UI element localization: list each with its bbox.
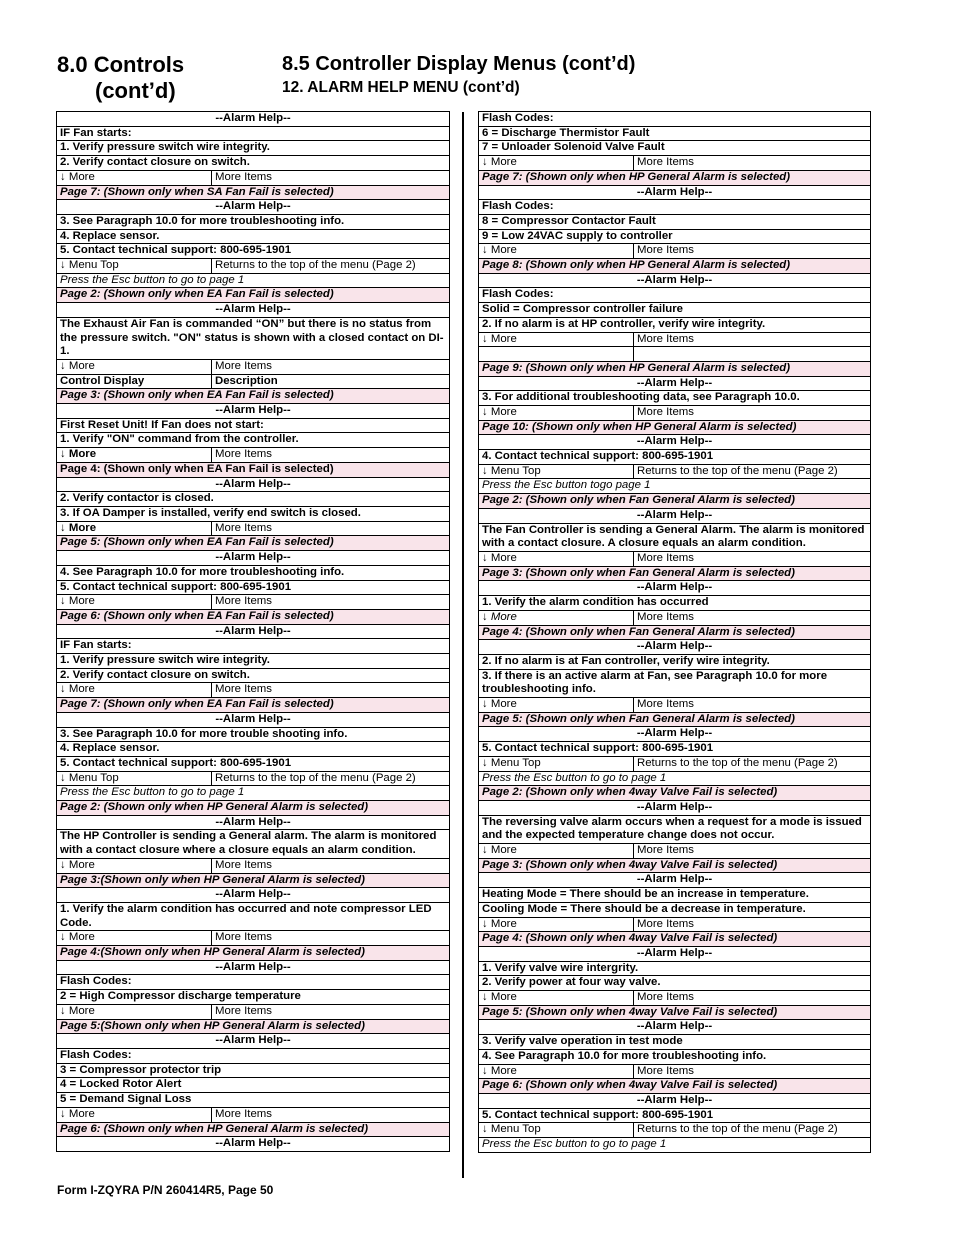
- menu-text-row: Flash Codes:: [479, 288, 870, 303]
- menu-nav-row: [479, 333, 870, 348]
- page-indicator-row: Page 2: (Shown only when 4way Valve Fail is selected): [479, 786, 870, 801]
- nav-description: More Items: [215, 521, 272, 534]
- nav-description: More Items: [637, 332, 694, 345]
- menu-text-row: 3. See Paragraph 10.0 for more troubleshooting info.: [57, 215, 449, 230]
- menu-text-row: The Fan Controller is sending a General Alarm. The alarm is monitored with a contact closure. A closure equals an alarm condition.: [479, 524, 870, 552]
- nav-description: Returns to the top of the menu (Page 2): [215, 771, 416, 784]
- page-indicator-row: Page 4: (Shown only when EA Fan Fail is selected): [57, 463, 449, 478]
- nav-key-label: ↓ More: [479, 156, 634, 170]
- menu-nav-row: [479, 757, 870, 772]
- section-title-line2: (cont’d): [95, 78, 176, 103]
- menu-nav-row: [479, 244, 870, 259]
- page-indicator-row: Page 7: (Shown only when EA Fan Fail is selected): [57, 698, 449, 713]
- alarm-help-heading: --Alarm Help--: [57, 888, 449, 903]
- menu-nav-row: [57, 772, 449, 787]
- menu-nav-row: [479, 465, 870, 480]
- nav-description: More Items: [637, 917, 694, 930]
- section-title: [57, 52, 184, 104]
- nav-key-label: ↓ More: [479, 333, 634, 347]
- nav-key-label: ↓ More: [57, 171, 212, 185]
- nav-description: More Items: [637, 551, 694, 564]
- nav-key-label: ↓ Menu Top: [479, 465, 634, 479]
- page-indicator-row: Page 10: (Shown only when HP General Alarm is selected): [479, 421, 870, 436]
- menu-nav-row: [57, 859, 449, 874]
- nav-key-label: ↓ Menu Top: [57, 259, 212, 273]
- alarm-help-heading: --Alarm Help--: [479, 640, 870, 655]
- menu-text-row: Flash Codes:: [57, 1049, 449, 1064]
- menu-text-row: 3. For additional troubleshooting data, see Paragraph 10.0.: [479, 391, 870, 406]
- alarm-help-heading: --Alarm Help--: [479, 727, 870, 742]
- menu-text-row: 4. See Paragraph 10.0 for more troubleshooting info.: [479, 1050, 870, 1065]
- menu-nav-row: [57, 522, 449, 537]
- alarm-help-heading: --Alarm Help--: [57, 816, 449, 831]
- nav-description: More Items: [637, 244, 694, 257]
- menu-text-row: 2. Verify contact closure on switch.: [57, 156, 449, 171]
- nav-key-label: ↓ More: [57, 1005, 212, 1019]
- nav-description: More Items: [637, 844, 694, 857]
- nav-description: Returns to the top of the menu (Page 2): [215, 259, 416, 272]
- nav-description: More Items: [215, 359, 272, 372]
- menu-text-row: 9 = Low 24VAC supply to controller: [479, 230, 870, 245]
- menu-text-row: Solid = Compressor controller failure: [479, 303, 870, 318]
- menu-nav-row: [479, 918, 870, 933]
- nav-key-label: ↓ More: [479, 406, 634, 420]
- menu-nav-row: [479, 611, 870, 626]
- esc-hint-row: Press the Esc button to go to page 1: [479, 772, 870, 787]
- menu-text-row: 2. Verify contactor is closed.: [57, 492, 449, 507]
- nav-key-label: ↓ Menu Top: [479, 1123, 634, 1137]
- alarm-help-heading: --Alarm Help--: [57, 551, 449, 566]
- nav-key-label: ↓ More: [57, 1108, 212, 1122]
- menu-text-row: The HP Controller is sending a General alarm. The alarm is monitored with a contact closure where a closure equals an alarm condition.: [57, 830, 449, 858]
- nav-key-label: ↓ More: [479, 244, 634, 258]
- nav-description: More Items: [637, 156, 694, 169]
- page-title: 8.5 Controller Display Menus (cont’d): [282, 53, 636, 75]
- nav-description: More Items: [215, 170, 272, 183]
- menu-text-row: 5. Contact technical support: 800-695-1901: [57, 757, 449, 772]
- esc-hint-row: Press the Esc button to go to page 1: [57, 274, 449, 289]
- nav-key-label: ↓ Menu Top: [479, 757, 634, 771]
- alarm-help-heading: --Alarm Help--: [479, 873, 870, 888]
- menu-nav-row: [479, 991, 870, 1006]
- menu-nav-row: [57, 259, 449, 274]
- menu-text-row: Heating Mode = There should be an increase in temperature.: [479, 888, 870, 903]
- menu-text-row: 1. Verify "ON" command from the controller.: [57, 433, 449, 448]
- menu-nav-row: [479, 156, 870, 171]
- section-title-line1: 8.0 Controls: [57, 52, 185, 77]
- menu-nav-row: [479, 406, 870, 421]
- alarm-help-heading: --Alarm Help--: [479, 581, 870, 596]
- menu-nav-row: [479, 844, 870, 859]
- menu-nav-row: [57, 1108, 449, 1123]
- menu-nav-row: [57, 931, 449, 946]
- page-indicator-row: Page 4: (Shown only when 4way Valve Fail is selected): [479, 932, 870, 947]
- page-indicator-row: Page 9: (Shown only when HP General Alarm is selected): [479, 362, 870, 377]
- menu-text-row: 1. Verify pressure switch wire integrity.: [57, 654, 449, 669]
- menu-text-row: 5. Contact technical support: 800-695-1901: [479, 1109, 870, 1124]
- menu-text-row: 8 = Compressor Contactor Fault: [479, 215, 870, 230]
- page-indicator-row: Page 3: (Shown only when EA Fan Fail is selected): [57, 389, 449, 404]
- nav-description: More Items: [215, 1004, 272, 1017]
- menu-text-row: The reversing valve alarm occurs when a request for a mode is issued and the expected temperature change does not occur.: [479, 816, 870, 844]
- menu-text-row: 6 = Discharge Thermistor Fault: [479, 127, 870, 142]
- menu-text-row: 5. Contact technical support: 800-695-1901: [479, 742, 870, 757]
- alarm-help-heading: --Alarm Help--: [57, 112, 449, 127]
- alarm-help-heading: --Alarm Help--: [57, 713, 449, 728]
- page-indicator-row: Page 5: (Shown only when 4way Valve Fail is selected): [479, 1006, 870, 1021]
- esc-hint-row: Press the Esc button to go to page 1: [57, 786, 449, 801]
- alarm-help-heading: --Alarm Help--: [479, 186, 870, 201]
- menu-text-row: 2 = High Compressor discharge temperature: [57, 990, 449, 1005]
- menu-text-row: 5 = Demand Signal Loss: [57, 1093, 449, 1108]
- alarm-help-heading: --Alarm Help--: [57, 625, 449, 640]
- menu-text-row: First Reset Unit! If Fan does not start:: [57, 419, 449, 434]
- menu-text-row: 4. Replace sensor.: [57, 230, 449, 245]
- menu-text-row: 3. Verify valve operation in test mode: [479, 1035, 870, 1050]
- nav-description: More Items: [637, 1064, 694, 1077]
- menu-text-row: IF Fan starts:: [57, 127, 449, 142]
- menu-nav-row: [57, 683, 449, 698]
- nav-description: [634, 347, 870, 361]
- alarm-help-heading: --Alarm Help--: [57, 303, 449, 318]
- page-indicator-row: Page 2: (Shown only when HP General Alarm is selected): [57, 801, 449, 816]
- alarm-help-heading: --Alarm Help--: [479, 274, 870, 289]
- nav-key-label: ↓ More: [57, 683, 212, 697]
- nav-key-label: ↓ More: [57, 448, 212, 462]
- nav-description: Description: [215, 374, 278, 387]
- menu-text-row: 2. Verify power at four way valve.: [479, 976, 870, 991]
- nav-description: Returns to the top of the menu (Page 2): [637, 1123, 838, 1136]
- page-footer: Form I-ZQYRA P/N 260414R5, Page 50: [57, 1183, 274, 1197]
- nav-description: More Items: [637, 610, 694, 623]
- menu-nav-row: [479, 1123, 870, 1138]
- nav-key-label: ↓ More: [57, 931, 212, 945]
- page-indicator-row: Page 2: (Shown only when Fan General Alarm is selected): [479, 494, 870, 509]
- nav-key-label: ↓ More: [57, 595, 212, 609]
- menu-nav-row: [479, 1065, 870, 1080]
- alarm-help-heading: --Alarm Help--: [57, 961, 449, 976]
- menu-text-row: 2. Verify contact closure on switch.: [57, 669, 449, 684]
- page-indicator-row: Page 3: (Shown only when 4way Valve Fail is selected): [479, 859, 870, 874]
- alarm-help-heading: --Alarm Help--: [57, 478, 449, 493]
- alarm-help-heading: --Alarm Help--: [479, 801, 870, 816]
- menu-text-row: IF Fan starts:: [57, 639, 449, 654]
- page-indicator-row: Page 7: (Shown only when HP General Alarm is selected): [479, 171, 870, 186]
- nav-description: More Items: [215, 448, 272, 461]
- menu-nav-row: [57, 360, 449, 375]
- menu-nav-row: [479, 698, 870, 713]
- alarm-help-heading: --Alarm Help--: [57, 1034, 449, 1049]
- esc-hint-row: Press the Esc button togo page 1: [479, 479, 870, 494]
- menu-nav-row: [57, 171, 449, 186]
- menu-text-row: 4 = Locked Rotor Alert: [57, 1078, 449, 1093]
- page-indicator-row: Page 4: (Shown only when Fan General Alarm is selected): [479, 626, 870, 641]
- page-indicator-row: Page 6: (Shown only when HP General Alarm is selected): [57, 1123, 449, 1138]
- menu-text-row: 5. Contact technical support: 800-695-1901: [57, 581, 449, 596]
- left-menu-table: [56, 111, 450, 1152]
- alarm-help-heading: --Alarm Help--: [479, 509, 870, 524]
- alarm-help-heading: --Alarm Help--: [479, 377, 870, 392]
- menu-text-row: 2. If no alarm is at Fan controller, verify wire integrity.: [479, 655, 870, 670]
- menu-nav-row: [57, 1005, 449, 1020]
- menu-text-row: 2. If no alarm is at HP controller, verify wire integrity.: [479, 318, 870, 333]
- nav-key-label: ↓ More: [479, 991, 634, 1005]
- page-indicator-row: Page 7: (Shown only when SA Fan Fail is selected): [57, 186, 449, 201]
- nav-description: Returns to the top of the menu (Page 2): [637, 756, 838, 769]
- page-indicator-row: Page 8: (Shown only when HP General Alarm is selected): [479, 259, 870, 274]
- nav-description: Returns to the top of the menu (Page 2): [637, 464, 838, 477]
- menu-text-row: 3. If there is an active alarm at Fan, see Paragraph 10.0 for more troubleshooting info.: [479, 670, 870, 698]
- menu-text-row: 3. See Paragraph 10.0 for more trouble shooting info.: [57, 728, 449, 743]
- page-indicator-row: Page 5:(Shown only when HP General Alarm is selected): [57, 1020, 449, 1035]
- page-indicator-row: Page 6: (Shown only when EA Fan Fail is selected): [57, 610, 449, 625]
- nav-key-label: ↓ Menu Top: [57, 772, 212, 786]
- page-indicator-row: Page 5: (Shown only when Fan General Alarm is selected): [479, 713, 870, 728]
- menu-nav-row: [57, 595, 449, 610]
- nav-key-label: ↓ More: [479, 844, 634, 858]
- menu-nav-row: [57, 375, 449, 390]
- nav-key-label: ↓ More: [57, 360, 212, 374]
- alarm-help-heading: --Alarm Help--: [479, 435, 870, 450]
- menu-nav-row: [479, 552, 870, 567]
- menu-text-row: 3 = Compressor protector trip: [57, 1064, 449, 1079]
- page-indicator-row: Page 5: (Shown only when EA Fan Fail is selected): [57, 536, 449, 551]
- nav-description: More Items: [215, 931, 272, 944]
- menu-text-row: 4. Contact technical support: 800-695-1901: [479, 450, 870, 465]
- nav-description: More Items: [215, 595, 272, 608]
- nav-key-label: ↓ More: [57, 522, 212, 536]
- menu-text-row: 1. Verify valve wire intergrity.: [479, 962, 870, 977]
- esc-hint-row: Press the Esc button to go to page 1: [479, 1138, 870, 1153]
- nav-key-label: ↓ More: [479, 1065, 634, 1079]
- menu-text-row: 1. Verify the alarm condition has occurred: [479, 596, 870, 611]
- nav-key-label: ↓ More: [479, 552, 634, 566]
- nav-description: More Items: [215, 683, 272, 696]
- alarm-help-heading: --Alarm Help--: [479, 1094, 870, 1109]
- nav-key-label: ↓ More: [479, 918, 634, 932]
- right-menu-table: [478, 111, 871, 1153]
- nav-key-label: [479, 347, 634, 361]
- menu-text-row: Flash Codes:: [57, 975, 449, 990]
- nav-description: More Items: [637, 405, 694, 418]
- nav-key-label: ↓ More: [479, 698, 634, 712]
- alarm-help-heading: --Alarm Help--: [57, 404, 449, 419]
- alarm-help-heading: --Alarm Help--: [57, 200, 449, 215]
- nav-key-label: ↓ More: [57, 859, 212, 873]
- menu-text-row: Flash Codes:: [479, 112, 870, 127]
- nav-description: More Items: [215, 858, 272, 871]
- menu-text-row: Cooling Mode = There should be a decrease in temperature.: [479, 903, 870, 918]
- page-indicator-row: Page 3:(Shown only when HP General Alarm is selected): [57, 874, 449, 889]
- nav-key-label: Control Display: [57, 375, 212, 389]
- menu-nav-row: [479, 347, 870, 362]
- menu-text-row: 3. If OA Damper is installed, verify end switch is closed.: [57, 507, 449, 522]
- nav-description: More Items: [637, 991, 694, 1004]
- page-subtitle: 12. ALARM HELP MENU (cont’d): [282, 79, 520, 96]
- menu-text-row: 1. Verify pressure switch wire integrity.: [57, 141, 449, 156]
- menu-text-row: 7 = Unloader Solenoid Valve Fault: [479, 141, 870, 156]
- menu-text-row: The Exhaust Air Fan is commanded “ON” but there is no status from the pressure switch. "ON" status is shown with a closed contact on DI-1.: [57, 318, 449, 360]
- menu-text-row: Flash Codes:: [479, 200, 870, 215]
- menu-text-row: 4. See Paragraph 10.0 for more troubleshooting info.: [57, 566, 449, 581]
- column-divider: [462, 112, 464, 1178]
- nav-key-label: ↓ More: [479, 611, 634, 625]
- menu-text-row: 4. Replace sensor.: [57, 742, 449, 757]
- menu-text-row: 5. Contact technical support: 800-695-1901: [57, 244, 449, 259]
- page-indicator-row: Page 2: (Shown only when EA Fan Fail is selected): [57, 288, 449, 303]
- menu-text-row: 1. Verify the alarm condition has occurred and note compressor LED Code.: [57, 903, 449, 931]
- menu-nav-row: [57, 448, 449, 463]
- alarm-help-heading: --Alarm Help--: [479, 1020, 870, 1035]
- alarm-help-heading: --Alarm Help--: [479, 947, 870, 962]
- page-indicator-row: Page 4:(Shown only when HP General Alarm is selected): [57, 946, 449, 961]
- page-indicator-row: Page 3: (Shown only when Fan General Alarm is selected): [479, 567, 870, 582]
- alarm-help-heading: --Alarm Help--: [57, 1137, 449, 1152]
- nav-description: More Items: [637, 698, 694, 711]
- page-indicator-row: Page 6: (Shown only when 4way Valve Fail is selected): [479, 1079, 870, 1094]
- nav-description: More Items: [215, 1107, 272, 1120]
